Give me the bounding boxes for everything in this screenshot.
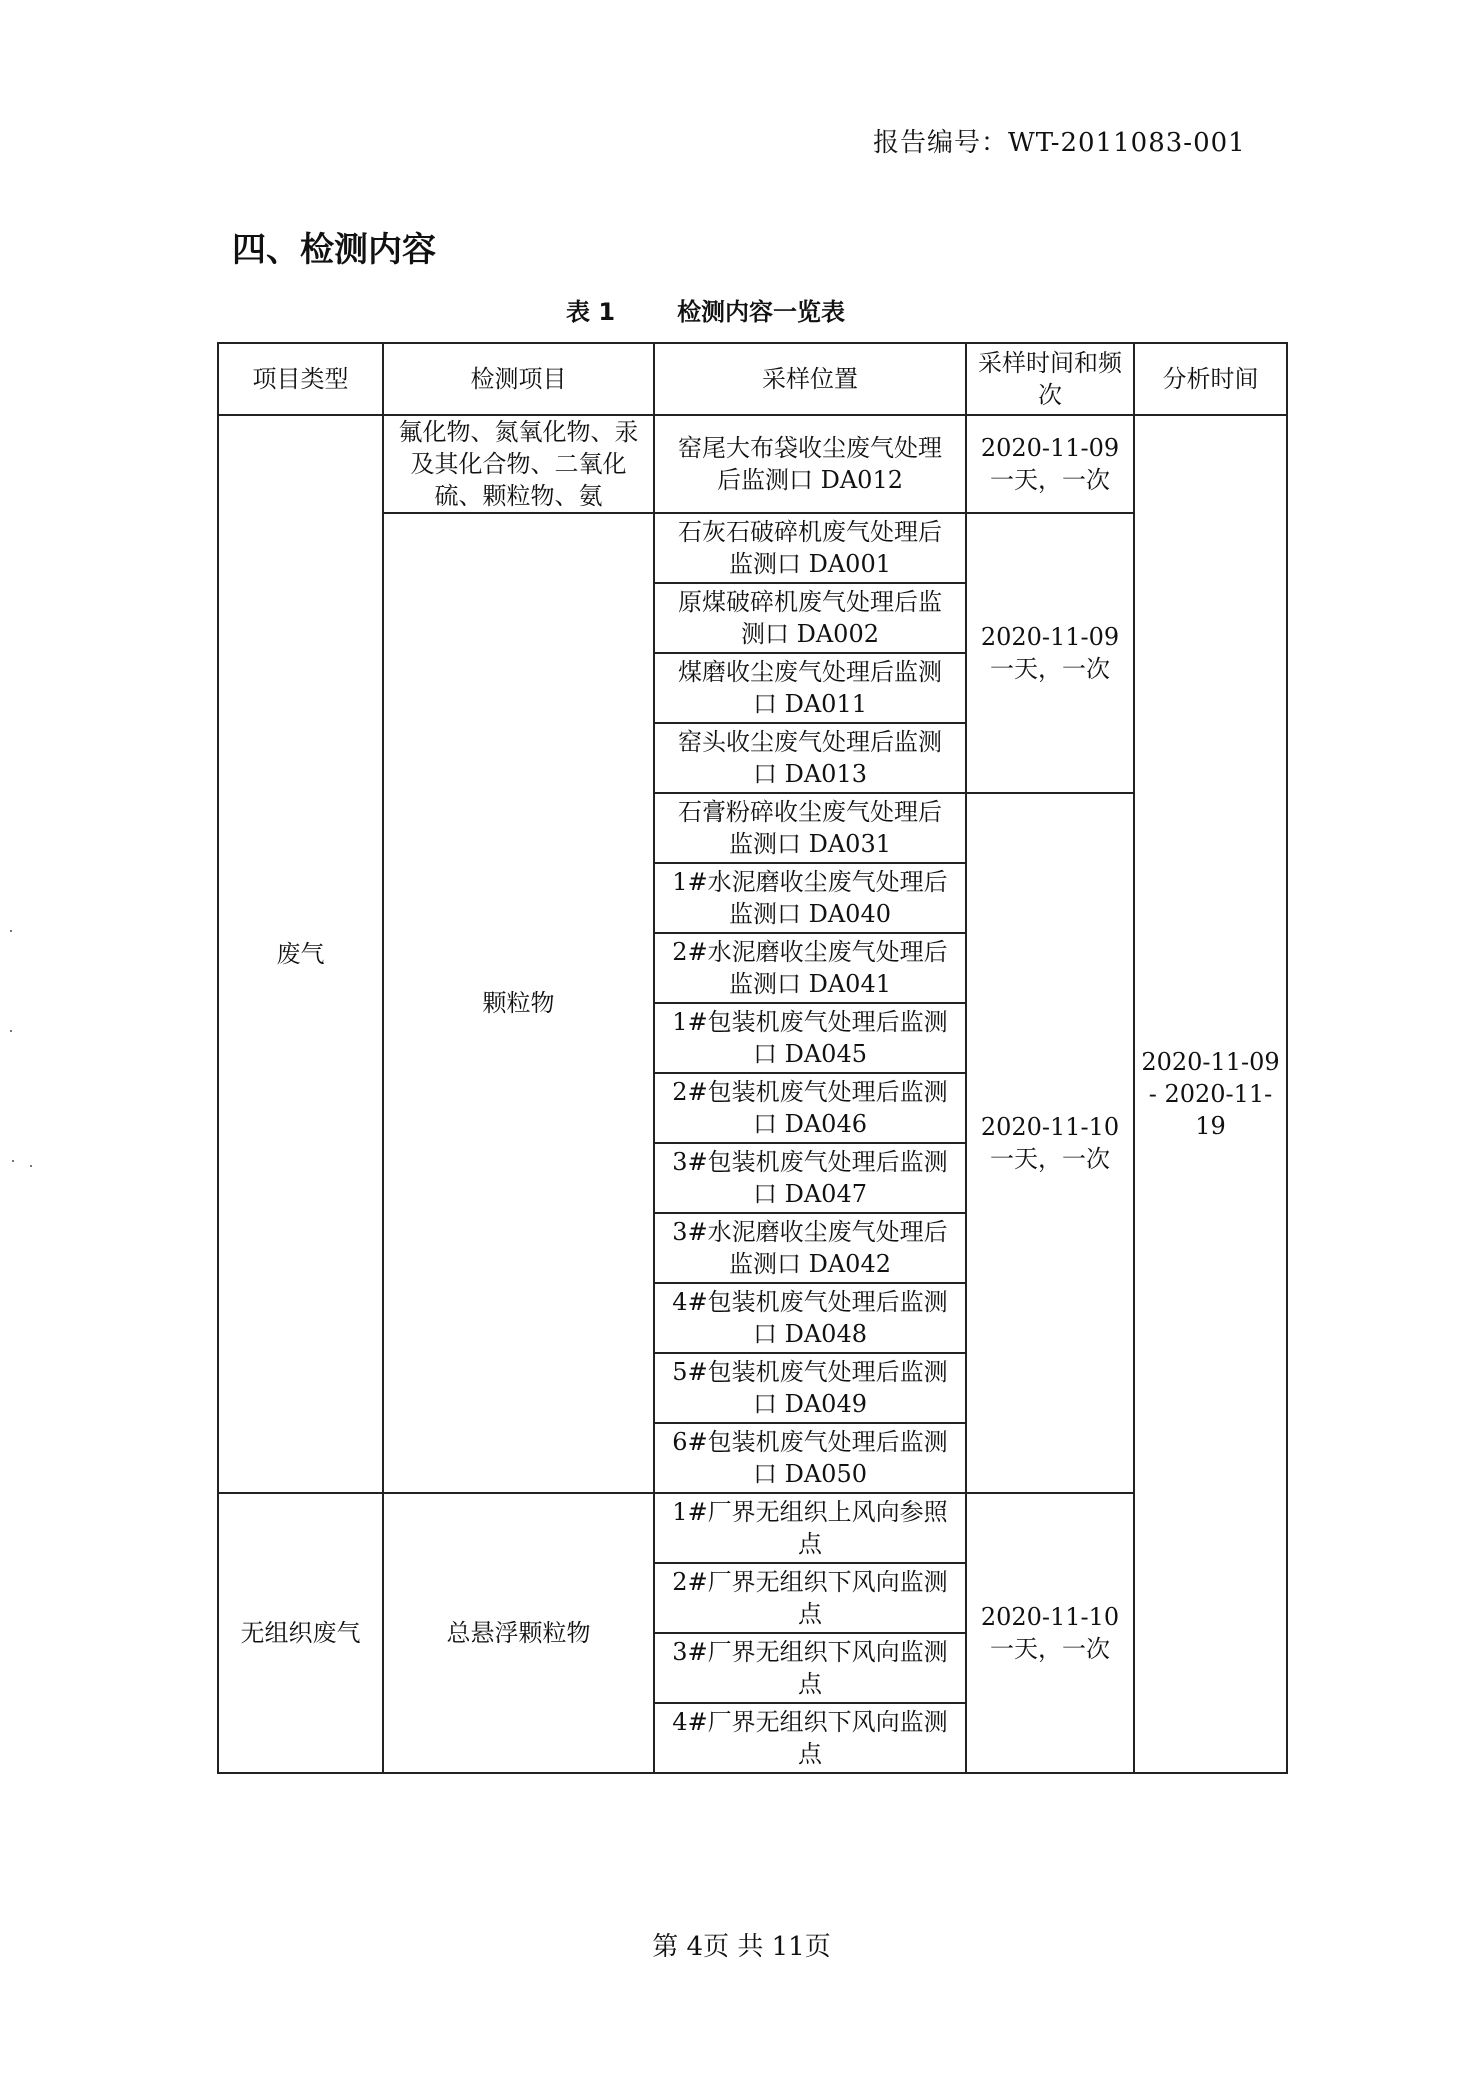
scan-speck — [10, 1030, 12, 1032]
item-cell: 颗粒物 — [383, 513, 654, 1493]
column-header: 检测项目 — [383, 343, 654, 415]
site-cell: 5#包装机废气处理后监测口 DA049 — [654, 1353, 966, 1423]
site-cell: 6#包装机废气处理后监测口 DA050 — [654, 1423, 966, 1493]
site-cell: 3#厂界无组织下风向监测点 — [654, 1633, 966, 1703]
page-number: 第 4页 共 11页 — [652, 1932, 831, 1962]
table-caption-title: 检测内容一览表 — [677, 298, 846, 326]
site-cell: 石灰石破碎机废气处理后监测口 DA001 — [654, 513, 966, 583]
category-cell: 无组织废气 — [218, 1493, 383, 1773]
site-cell: 3#水泥磨收尘废气处理后监测口 DA042 — [654, 1213, 966, 1283]
site-cell: 3#包装机废气处理后监测口 DA047 — [654, 1143, 966, 1213]
table-header-row — [218, 343, 1287, 415]
site-cell: 2#厂界无组织下风向监测点 — [654, 1563, 966, 1633]
site-cell: 石膏粉碎收尘废气处理后监测口 DA031 — [654, 793, 966, 863]
report-number: 报告编号：WT-2011083-001 — [873, 128, 1246, 158]
site-cell: 1#包装机废气处理后监测口 DA045 — [654, 1003, 966, 1073]
scan-speck — [30, 1165, 32, 1167]
scan-speck — [10, 930, 12, 932]
analysis-time-cell: 2020-11-09 - 2020-11-19 — [1134, 415, 1287, 1773]
table-caption — [566, 292, 845, 327]
time-cell: 2020-11-09 一天，一次 — [966, 513, 1134, 793]
column-header: 采样位置 — [654, 343, 966, 415]
site-cell: 1#水泥磨收尘废气处理后监测口 DA040 — [654, 863, 966, 933]
site-cell: 4#包装机废气处理后监测口 DA048 — [654, 1283, 966, 1353]
site-cell: 原煤破碎机废气处理后监测口 DA002 — [654, 583, 966, 653]
time-cell: 2020-11-09 一天，一次 — [966, 415, 1134, 513]
site-cell: 煤磨收尘废气处理后监测口 DA011 — [654, 653, 966, 723]
time-cell: 2020-11-10 一天，一次 — [966, 793, 1134, 1493]
table-row — [218, 1493, 1287, 1563]
item-cell: 总悬浮颗粒物 — [383, 1493, 654, 1773]
column-header: 项目类型 — [218, 343, 383, 415]
table-caption-number: 表 1 — [566, 298, 616, 326]
time-cell: 2020-11-10 一天，一次 — [966, 1493, 1134, 1773]
column-header: 采样时间和频次 — [966, 343, 1134, 415]
section-title: 四、检测内容 — [232, 230, 436, 270]
site-cell: 窑尾大布袋收尘废气处理后监测口 DA012 — [654, 415, 966, 513]
category-cell: 废气 — [218, 415, 383, 1493]
detection-content-table — [217, 342, 1288, 1774]
site-cell: 1#厂界无组织上风向参照点 — [654, 1493, 966, 1563]
site-cell: 窑头收尘废气处理后监测口 DA013 — [654, 723, 966, 793]
column-header: 分析时间 — [1134, 343, 1287, 415]
item-cell: 氟化物、氮氧化物、汞及其化合物、二氧化硫、颗粒物、氨 — [383, 415, 654, 513]
scan-speck — [12, 1160, 14, 1162]
table-row — [218, 415, 1287, 513]
site-cell: 2#包装机废气处理后监测口 DA046 — [654, 1073, 966, 1143]
site-cell: 2#水泥磨收尘废气处理后监测口 DA041 — [654, 933, 966, 1003]
site-cell: 4#厂界无组织下风向监测点 — [654, 1703, 966, 1773]
